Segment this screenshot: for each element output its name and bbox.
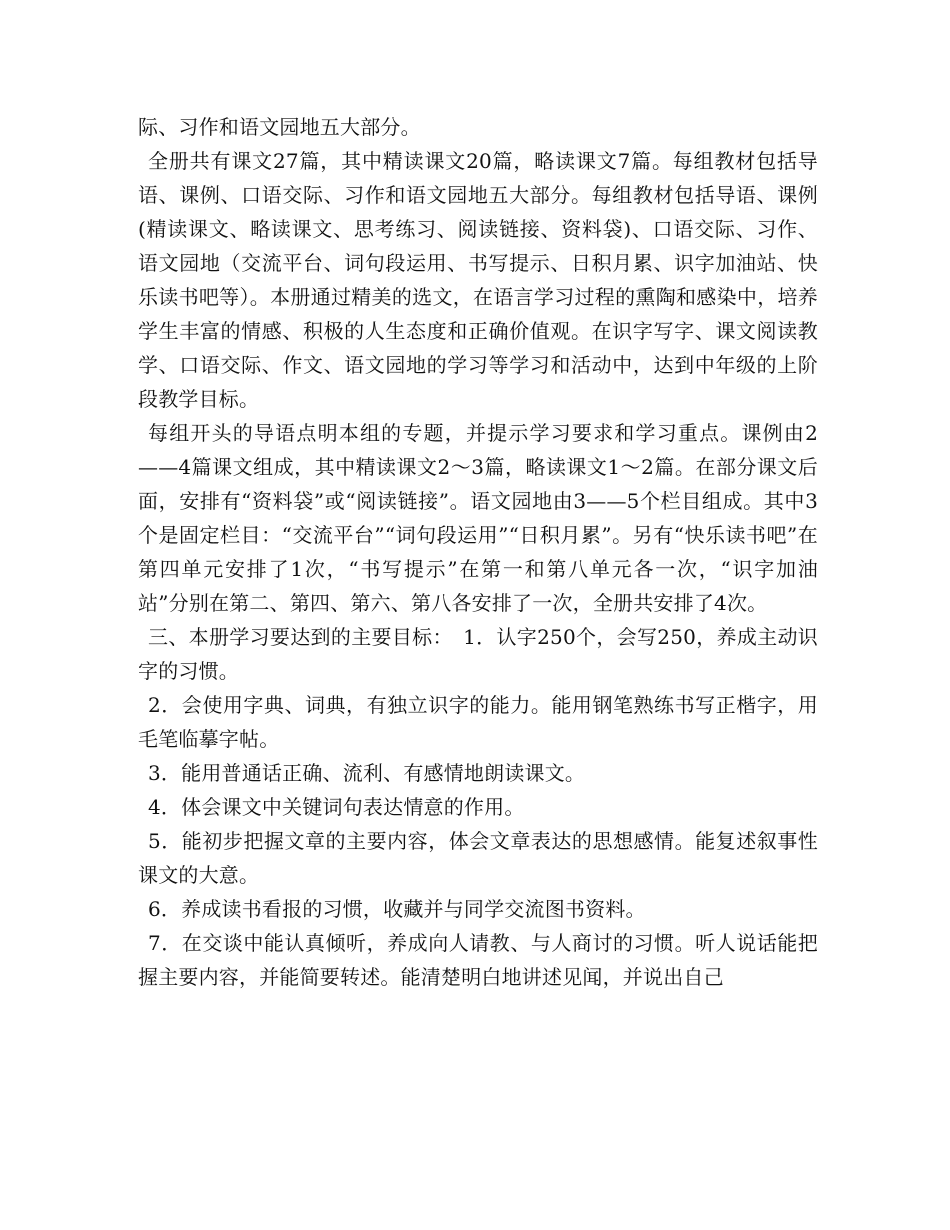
paragraph-goal-4: 4．体会课文中关键词句表达情意的作用。 [148,795,525,819]
paragraph-unit-structure: 每组开头的导语点明本组的专题，并提示学习要求和学习重点。课例由2——4篇课文组成，其中精读课文2～3篇，略读课文1～2篇。在部分课文后面，安排有“资料袋”或“阅读链接”。语文园地由3——5个栏目组成。其中3个是固定栏目：“交流平台”“词句段运用”“日积月累”。另有“快乐读书吧”在第四单元安排了1次，“书写提示”在第一和第八单元各一次，“识字加油站”分别在第二、第四、第六、第八各安排了一次，全册共安排了4次。 [138,421,818,615]
paragraph-goal-3: 3．能用普通话正确、流利、有感情地朗读课文。 [148,761,586,785]
paragraph-course-overview: 全册共有课文27篇，其中精读课文20篇，略读课文7篇。每组教材包括导语、课例、口语交际、习作和语文园地五大部分。每组教材包括导语、课例(精读课文、略读课文、思考练习、阅读链接、资料袋)、口语交际、习作、语文园地（交流平台、词句段运用、书写提示、日积月累、识字加油站、快乐读书吧等）。本册通过精美的选文，在语言学习过程的熏陶和感染中，培养学生丰富的情感、积极的人生态度和正确价值观。在识字写字、课文阅读教学、口语交际、作文、语文园地的学习等学习和活动中，达到中年级的上阶段教学目标。 [138,149,818,411]
document-page [138,110,818,994]
paragraph-goal-7: 7．在交谈中能认真倾听，养成向人请教、与人商讨的习惯。听人说话能把握主要内容，并能简要转述。能清楚明白地讲述见闻，并说出自己 [138,931,818,989]
paragraph-continued: 际、习作和语文园地五大部分。 [138,115,421,139]
paragraph-goal-1: 三、本册学习要达到的主要目标： 1．认字250个，会写250，养成主动识字的习惯。 [138,625,818,683]
paragraph-goal-5: 5．能初步把握文章的主要内容，体会文章表达的思想感情。能复述叙事性课文的大意。 [138,829,818,887]
paragraph-goal-6: 6．养成读书看报的习惯，收藏并与同学交流图书资料。 [148,897,646,921]
paragraph-goal-2: 2．会使用字典、词典，有独立识字的能力。能用钢笔熟练书写正楷字，用毛笔临摹字帖。 [138,693,818,751]
